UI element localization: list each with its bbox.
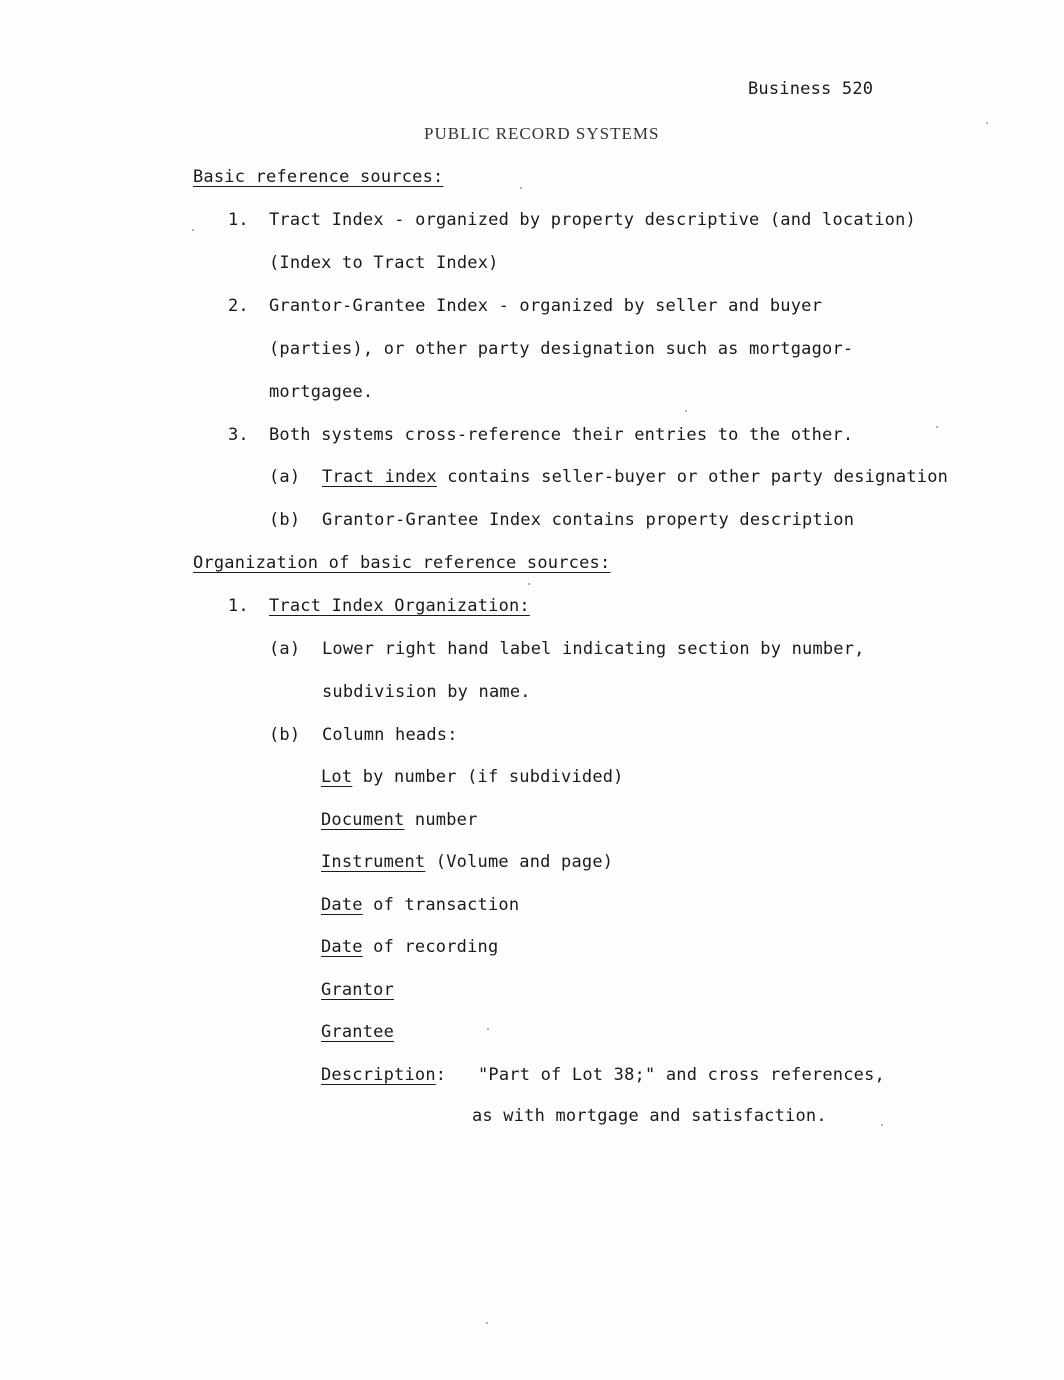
scan-speck xyxy=(685,410,687,412)
list-item-number: 2. xyxy=(228,296,249,316)
column-head-term: Document xyxy=(321,810,405,830)
column-head-term: Date xyxy=(321,937,363,957)
scan-speck xyxy=(881,1124,883,1126)
list-item-text: Tract Index - organized by property descriptive (and location) xyxy=(269,210,916,230)
column-head-term: Grantor xyxy=(321,980,395,1000)
description-text: as with mortgage and satisfaction. xyxy=(472,1106,827,1126)
column-head-detail: of transaction xyxy=(362,895,520,915)
section-heading-basic-sources: Basic reference sources: xyxy=(193,167,444,187)
sub-item-text: subdivision by name. xyxy=(322,682,531,702)
column-head-item xyxy=(321,809,478,831)
column-head-term: Instrument xyxy=(321,852,426,872)
list-item-text: Grantor-Grantee Index - organized by seller and buyer xyxy=(269,296,823,316)
list-item-text: (Index to Tract Index) xyxy=(269,253,499,273)
list-item-text: Both systems cross-reference their entries to the other. xyxy=(269,425,854,445)
page-title: PUBLIC RECORD SYSTEMS xyxy=(424,124,660,143)
column-head-term: Lot xyxy=(321,767,353,787)
sub-item-text xyxy=(322,466,948,488)
list-item-text: mortgagee. xyxy=(269,382,374,402)
column-head-item xyxy=(321,979,394,1001)
sub-item-letter: (a) xyxy=(269,639,301,659)
column-head-item xyxy=(321,1064,446,1086)
sub-item-letter: (b) xyxy=(269,725,301,745)
sub-item-letter: (a) xyxy=(269,467,301,487)
list-item-heading: Tract Index Organization: xyxy=(269,596,530,616)
column-head-term: Grantee xyxy=(321,1022,395,1042)
column-head-item xyxy=(321,894,519,916)
sub-item-text: Lower right hand label indicating section by number, xyxy=(322,639,865,659)
underlined-term: Tract index xyxy=(322,467,437,487)
scan-speck xyxy=(520,187,522,189)
column-head-term: Description xyxy=(321,1065,436,1085)
list-item-number: 3. xyxy=(228,425,249,445)
page-label: Business 520 xyxy=(748,79,874,99)
scan-speck xyxy=(486,1322,488,1324)
scan-speck xyxy=(528,583,530,585)
column-head-detail: (Volume and page) xyxy=(425,852,614,872)
sub-item-letter: (b) xyxy=(269,510,301,530)
scan-speck xyxy=(936,426,938,428)
column-head-item xyxy=(321,1021,394,1043)
column-head-item xyxy=(321,766,624,788)
list-item-text: (parties), or other party designation such as mortgagor- xyxy=(269,339,854,359)
sub-item-text: Grantor-Grantee Index contains property description xyxy=(322,510,855,530)
scan-speck xyxy=(487,1028,489,1030)
column-head-detail: : xyxy=(435,1065,447,1085)
section-heading-organization: Organization of basic reference sources: xyxy=(193,553,611,573)
column-head-detail: number xyxy=(404,810,478,830)
column-head-item xyxy=(321,936,498,958)
sub-item-text: Column heads: xyxy=(322,725,458,745)
column-head-item xyxy=(321,851,613,873)
scan-speck xyxy=(192,229,194,231)
column-head-detail: by number (if subdivided) xyxy=(352,767,624,787)
column-head-detail: of recording xyxy=(362,937,499,957)
scan-speck xyxy=(986,122,988,124)
description-text: "Part of Lot 38;" and cross references, xyxy=(478,1065,885,1085)
list-item-number: 1. xyxy=(228,596,249,616)
list-item-number: 1. xyxy=(228,210,249,230)
sub-item-rest: contains seller-buyer or other party designation xyxy=(436,467,949,487)
column-head-term: Date xyxy=(321,895,363,915)
